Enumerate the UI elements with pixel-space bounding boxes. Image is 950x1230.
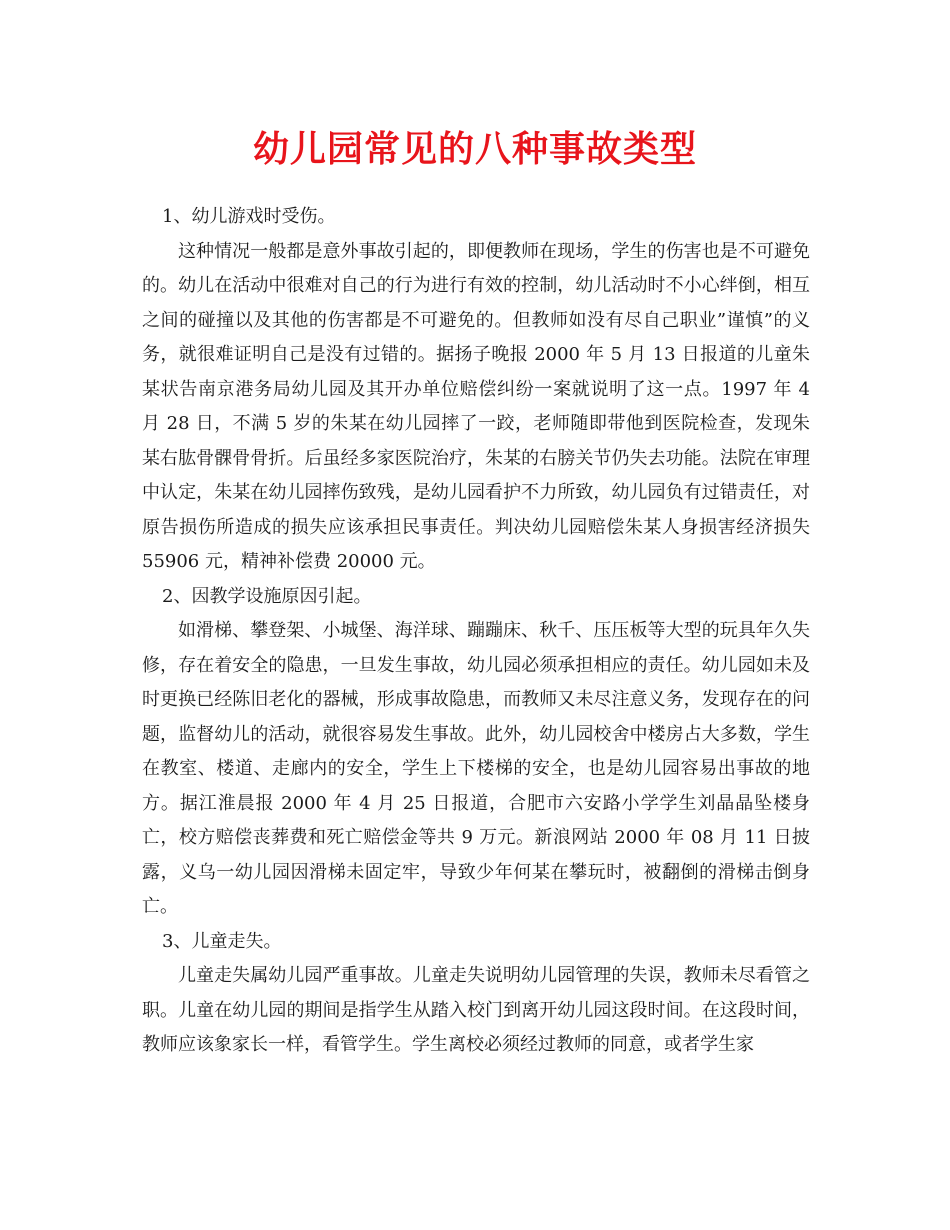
section-heading-1: 1、幼儿游戏时受伤。 [162, 206, 336, 227]
document-body [142, 200, 810, 1063]
section-paragraph-1: 这种情况一般都是意外事故引起的，即便教师在现场，学生的伤害也是不可避免的。幼儿在活动中很难对自己的行为进行有效的控制，幼儿活动时不小心绊倒，相互之间的碰撞以及其他的伤害都是不可避免的。但教师如没有尽自己职业”谨慎”的义务，就很难证明自己是没有过错的。据扬子晚报 2000 年 5 月 13 日报道的儿童朱某状告南京港务局幼儿园及其开办单位赔偿纠纷一案就说明了这一点。1997 年 4 月 28 日，不满 5 岁的朱某在幼儿园摔了一跤，老师随即带他到医院检查，发现朱某右肱骨髁骨骨折。后虽经多家医院治疗，朱某的右膀关节仍失去功能。法院在审理中认定，朱某在幼儿园摔伤致残，是幼儿园看护不力所致，幼儿园负有过错责任，对原告损伤所造成的损失应该承担民事责任。判决幼儿园赔偿朱某人身损害经济损失 55906 元，精神补偿费 20000 元。 [142, 240, 810, 572]
section-paragraph-3: 儿童走失属幼儿园严重事故。儿童走失说明幼儿园管理的失误，教师未尽看管之职。儿童在幼儿园的期间是指学生从踏入校门到离开幼儿园这段时间。在这段时间，教师应该象家长一样，看管学生。学生离校必须经过教师的同意，或者学生家 [142, 965, 810, 1055]
section-heading-2: 2、因教学设施原因引起。 [162, 585, 372, 607]
section-heading-3: 3、儿童走失。 [162, 930, 282, 952]
section-paragraph-2: 如滑梯、攀登架、小城堡、海洋球、蹦蹦床、秋千、压压板等大型的玩具年久失修，存在着安全的隐患，一旦发生事故，幼儿园必须承担相应的责任。幼儿园如未及时更换已经陈旧老化的器械，形成事故隐患，而教师又未尽注意义务，发现存在的问题，监督幼儿的活动，就很容易发生事故。此外，幼儿园校舍中楼房占大多数，学生在教室、楼道、走廊内的安全，学生上下楼梯的安全，也是幼儿园容易出事故的地方。据江淮晨报 2000 年 4 月 25 日报道，合肥市六安路小学学生刘晶晶坠楼身亡，校方赔偿丧葬费和死亡赔偿金等共 9 万元。新浪网站 2000 年 08 月 11 日披露，义乌一幼儿园因滑梯未固定牢，导致少年何某在攀玩时，被翻倒的滑梯击倒身亡。 [142, 620, 810, 917]
page-title: 幼儿园常见的八种事故类型 [252, 128, 697, 170]
